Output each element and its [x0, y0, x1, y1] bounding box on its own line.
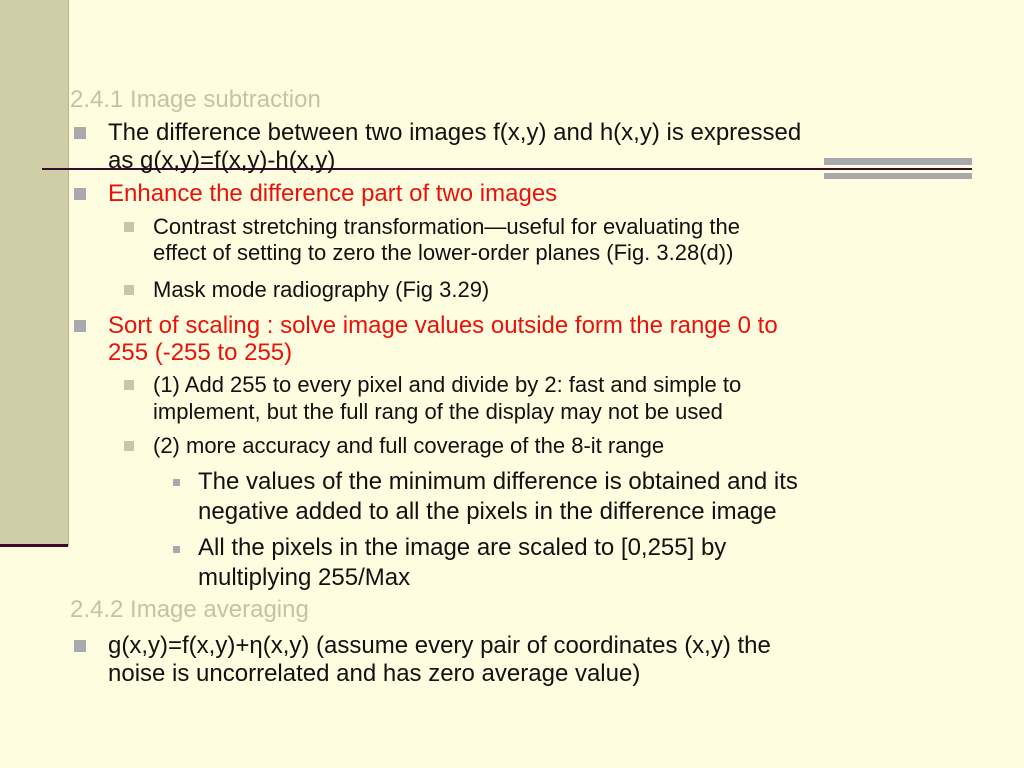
third-level-text-line: The values of the minimum difference is obtained and its: [198, 468, 798, 495]
square-bullet-icon: [124, 285, 134, 295]
section-heading-image-subtraction: 2.4.1 Image subtraction: [70, 86, 321, 113]
square-bullet-icon: [124, 222, 134, 232]
third-level-text-line: negative added to all the pixels in the difference image: [198, 498, 777, 525]
bullet-text-line: g(x,y)=f(x,y)+η(x,y) (assume every pair of coordinates (x,y) the: [108, 632, 771, 659]
sub-bullet-text-line: (1) Add 255 to every pixel and divide by 2: fast and simple to: [153, 372, 742, 397]
sub-bullet-text-line: Contrast stretching transformation—useful for evaluating the: [153, 214, 740, 239]
section-heading-image-averaging: 2.4.2 Image averaging: [70, 596, 309, 623]
bullet-text-emphasis: 255 (-255 to 255): [108, 339, 293, 366]
square-bullet-icon: [74, 127, 86, 139]
third-level-text-line: All the pixels in the image are scaled to [0,255] by: [198, 534, 727, 561]
square-bullet-icon: [74, 188, 86, 200]
bullet-text-line: as g(x,y)=f(x,y)-h(x,y): [108, 147, 336, 174]
square-bullet-icon: [74, 640, 86, 652]
bullet-text-line: The difference between two images f(x,y) and h(x,y) is expressed: [108, 119, 802, 146]
square-bullet-icon: [124, 380, 134, 390]
bullet-text-emphasis: Enhance the difference part of two images: [108, 180, 558, 207]
square-bullet-icon: [173, 546, 180, 553]
sub-bullet-text-line: effect of setting to zero the lower-order planes (Fig. 3.28(d)): [153, 240, 734, 265]
sub-bullet-text-line: Mask mode radiography (Fig 3.29): [153, 277, 490, 302]
sub-bullet-text-line: implement, but the full rang of the display may not be used: [153, 399, 723, 424]
square-bullet-icon: [74, 320, 86, 332]
bullet-text-line: noise is uncorrelated and has zero average value): [108, 660, 641, 687]
bullet-text-emphasis: Sort of scaling : solve image values outside form the range 0 to: [108, 312, 778, 339]
sub-bullet-text-line: (2) more accuracy and full coverage of the 8-it range: [153, 433, 665, 458]
third-level-text-line: multiplying 255/Max: [198, 564, 411, 591]
square-bullet-icon: [173, 479, 180, 486]
square-bullet-icon: [124, 441, 134, 451]
